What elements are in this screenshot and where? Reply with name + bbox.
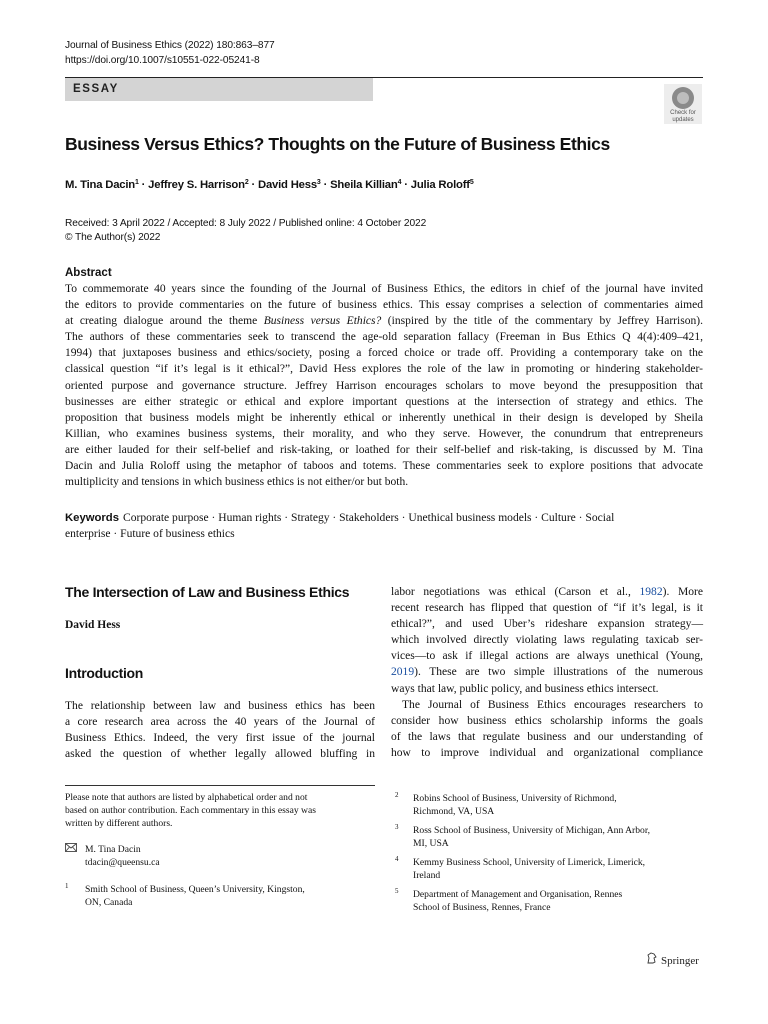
text-line: of the laws that regulate business and our understanding of [391, 730, 703, 743]
abstract-line: proposition that business models might be inherently ethical or inherently unethical in their design is developed by Sheila [65, 411, 703, 424]
abstract-line: oriented purpose and governance structure. Jeffrey Harrison encourages scholars to move beyond the presupposition that [65, 379, 703, 392]
abstract-line: Killian, who examines business systems, their morality, and who they serve. However, the conundrum that entrepreneurs [65, 427, 703, 440]
keywords-line-1: Corporate purpose · Human rights · Strategy · Stakeholders · Unethical business models · Culture · Social [123, 512, 615, 524]
abstract-line: To commemorate 40 years since the founding of the Journal of Business Ethics, the editors in chief of the journal have invited [65, 283, 703, 295]
author-list: M. Tina Dacin$^1$ · Jeffrey S. Harrison$^2$ · David Hess$^3$ · Sheila Killian$^4$ · Julia Roloff$^5$ [65, 179, 474, 191]
contact-name: M. Tina Dacin [85, 844, 141, 855]
affiliation-number: 4 [395, 855, 399, 863]
article-title: Business Versus Ethics? Thoughts on the Future of Business Ethics [65, 134, 610, 154]
check-updates-icon [672, 87, 694, 109]
footnote-rule [65, 785, 375, 786]
doi-link[interactable]: https://doi.org/10.1007/s10551-022-05241-8 [65, 55, 260, 66]
check-updates-label-1: Check for [670, 110, 696, 116]
copyright-notice: © The Author(s) 2022 [65, 232, 161, 243]
publisher-mark [646, 952, 699, 967]
publisher-name: Springer [661, 955, 699, 967]
text-line: labor negotiations was ethical (Carson et al., 1982). More [391, 586, 703, 598]
check-updates-label-2: updates [672, 116, 694, 123]
text-line: consider how business ethics scholarship informs the goals [391, 714, 703, 727]
text-line: a core research area across the 40 years of the Journal of [65, 716, 375, 729]
author-affiliation-mark: 1 [135, 179, 139, 186]
text-line: asked the question of whether legally allowed bluffing in [65, 748, 375, 761]
keywords-label: Keywords [65, 512, 119, 524]
keywords-line-2: enterprise · Future of business ethics [65, 528, 235, 540]
corresponding-author [65, 843, 375, 869]
abstract-line: classical question “if it’s legal is it ethical?”, David Hess explores the role of the law in promoting or hindering stakeholder- [65, 363, 703, 376]
text-line: which involved directly violating laws regulating taxicab ser- [391, 634, 703, 647]
author-affiliation-mark: 5 [469, 179, 474, 186]
journal-citation: Journal of Business Ethics (2022) 180:863–877 [65, 40, 275, 51]
author-name[interactable]: David Hess [258, 179, 317, 191]
author-name[interactable]: Jeffrey S. Harrison [148, 179, 245, 191]
citation-link[interactable]: 1982 [639, 586, 663, 598]
author-name[interactable]: Sheila Killian [330, 179, 398, 191]
abstract-line: 1994) that juxtaposes business and ethics/society, posing a forced choice or trade off. Providing a contemporary take on the [65, 347, 703, 360]
affiliation-5: 5 Department of Management and Organisation, Rennes School of Business, Rennes, France [395, 887, 623, 913]
text-line: ways that law, public policy, and business ethics intersect. [391, 682, 659, 695]
text-line: recent research has flipped that question of “if it’s legal, is it [391, 602, 703, 615]
publication-dates: Received: 3 April 2022 / Accepted: 8 July 2022 / Published online: 4 October 2022 [65, 218, 427, 229]
section-label: ESSAY [65, 78, 373, 101]
envelope-icon [65, 843, 77, 856]
abstract-heading: Abstract [65, 267, 112, 279]
abstract-line: the editors to provide commentaries on the future of business ethics. This essay comprises a selection of commentaries aimed [65, 299, 703, 312]
keywords [65, 510, 703, 542]
check-for-updates-button[interactable] [664, 84, 702, 124]
abstract-body [65, 281, 703, 490]
text-line: The Journal of Business Ethics encourages researchers to [402, 698, 703, 711]
text-line: The relationship between law and business ethics has been [65, 700, 375, 712]
springer-horse-icon [646, 952, 658, 967]
affiliation-number: 1 [65, 882, 69, 890]
author-order-note: Please note that authors are listed by alphabetical order and not based on author contribution. Each commentary in this essay was written by different authors. [65, 792, 316, 829]
affiliation-number: 5 [395, 887, 399, 895]
author-name[interactable]: M. Tina Dacin [65, 179, 136, 191]
text-line: how to improve individual and organizational compliance [391, 746, 703, 759]
author-affiliation-mark: 3 [316, 179, 321, 186]
introduction-heading: Introduction [65, 665, 144, 681]
affiliation-number: 2 [395, 791, 399, 799]
author-affiliation-mark: 4 [397, 179, 402, 186]
abstract-line: are either lauded for their self-belief and risk-taking, or loathed for their self-belief and risk-taking, is discussed by M. Tina [65, 443, 703, 456]
right-column-text [391, 584, 703, 761]
abstract-line: at creating dialogue around the theme Business versus Ethics? (inspired by the title of the commentary by Jeffrey Harrison). [65, 315, 703, 328]
text-line: vices—to ask if illegal actions are always unethical (Young, [391, 650, 703, 663]
author-affiliation-mark: 2 [244, 179, 249, 186]
left-column-text [65, 698, 375, 762]
abstract-line: The authors of these commentaries seek to transcend the age-old separation fallacy (Freeman in Bus Ethics Q 4(4):409–421, [65, 331, 703, 344]
text-line: Business Ethics. Indeed, the very first issue of the journal [65, 732, 375, 745]
affiliation-4: 4 Kemmy Business School, University of Limerick, Limerick, Ireland [395, 855, 646, 881]
abstract-line: businesses are either strategic or ethical and explore important questions at the intersection of strategy and ethics. The [65, 395, 703, 408]
author-name[interactable]: Julia Roloff [410, 179, 470, 191]
section-byline: David Hess [65, 619, 121, 631]
citation-link[interactable]: 2019 [391, 666, 415, 679]
affiliation-1: 1 Smith School of Business, Queen’s University, Kingston, ON, Canada [65, 882, 305, 908]
text-line: 2019). These are two simple illustrations of the numerous [391, 666, 703, 679]
affiliation-number: 3 [395, 823, 399, 831]
text-line: ethical?”, and used Uber’s rideshare expansion strategy— [391, 618, 703, 631]
affiliation-2: 2 Robins School of Business, University of Richmond, Richmond, VA, USA [395, 791, 617, 817]
abstract-line: multiplicity and tensions in which business ethics is not either/or but both. [65, 476, 409, 489]
contact-email[interactable]: tdacin@queensu.ca [85, 857, 160, 868]
abstract-line: Dacin and Julia Roloff using the metaphor of taboos and totems. These commentaries seek to explore positions that advocate [65, 460, 703, 473]
section-heading: The Intersection of Law and Business Ethics [65, 584, 350, 600]
affiliation-3: 3 Ross School of Business, University of Michigan, Ann Arbor, MI, USA [395, 823, 651, 849]
